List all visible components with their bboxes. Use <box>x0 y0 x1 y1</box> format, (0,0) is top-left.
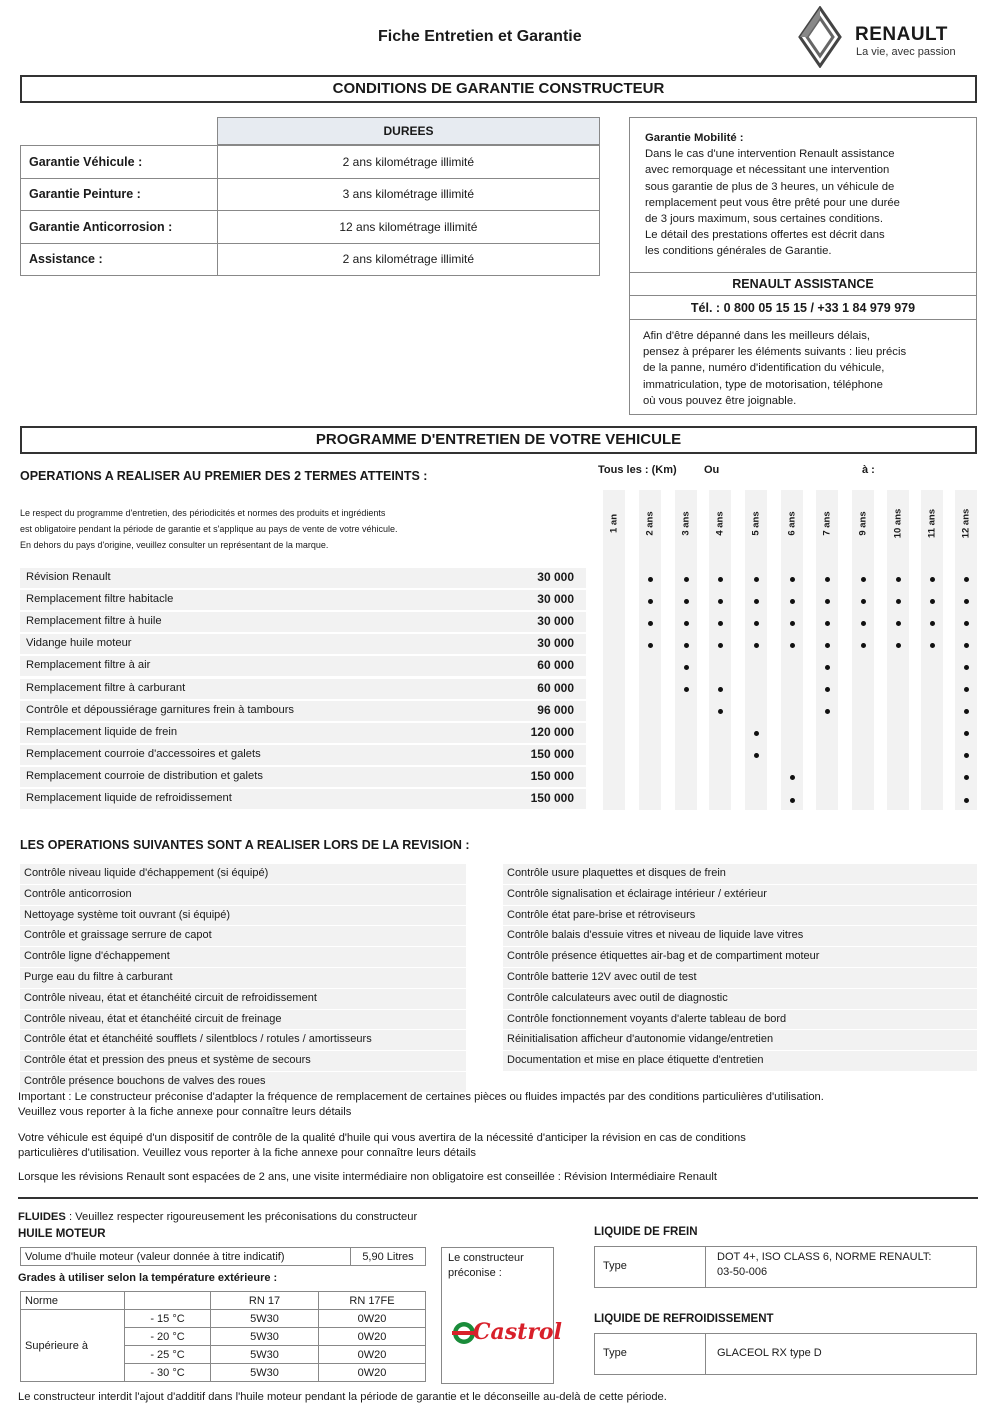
recommend-text: Le constructeur préconise : <box>448 1252 524 1279</box>
warranty-label: Garantie Véhicule : <box>21 146 218 179</box>
list-item: Documentation et mise en place étiquette d'entretien <box>503 1051 977 1072</box>
durations-header: DUREES <box>217 117 600 145</box>
revision-list-right <box>503 864 977 1072</box>
schedule-dot <box>930 643 935 648</box>
schedule-dot <box>825 599 830 604</box>
schedule-dot <box>964 709 969 714</box>
operation-km: 30 000 <box>537 636 574 651</box>
operation-km: 150 000 <box>530 746 574 761</box>
operation-km: 30 000 <box>537 570 574 584</box>
brake-type-line: 03-50-006 <box>717 1266 768 1278</box>
schedule-dot <box>718 577 723 582</box>
operation-km: 60 000 <box>537 658 574 673</box>
warranty-value: 12 ans kilométrage illimité <box>217 211 599 244</box>
list-item: Réinitialisation afficheur d'autonomie vidange/entretien <box>503 1030 977 1051</box>
temp-header <box>125 1292 211 1310</box>
temp-cell: - 20 °C <box>125 1328 211 1346</box>
assistance-text <box>643 328 961 409</box>
list-item: Contrôle état et pression des pneus et système de secours <box>20 1051 466 1072</box>
mobility-line: les conditions générales de Garantie. <box>645 245 832 258</box>
assistance-line: de la panne, numéro d'identification du véhicule, <box>643 362 885 375</box>
table-row <box>21 178 600 211</box>
warranty-label: Garantie Anticorrosion : <box>21 211 218 244</box>
schedule-dot <box>684 665 689 670</box>
operation-name: Révision Renault <box>26 571 111 583</box>
schedule-dot <box>964 621 969 626</box>
schedule-dot <box>790 577 795 582</box>
schedule-dot <box>648 577 653 582</box>
grade-cell: 5W30 <box>211 1364 319 1382</box>
schedule-dot <box>754 643 759 648</box>
schedule-dot <box>648 621 653 626</box>
schedule-dot <box>825 577 830 582</box>
grade-cell: 5W30 <box>211 1346 319 1364</box>
rn17fe-header: RN 17FE <box>319 1292 426 1310</box>
note-line: particulières d'utilisation. Veuillez vous reporter à la fiche annexe pour connaître leurs détails <box>18 1147 476 1159</box>
schedule-dot <box>754 599 759 604</box>
schedule-dot <box>861 577 866 582</box>
list-item: Contrôle état pare-brise et rétroviseurs <box>503 906 977 927</box>
year-label: 10 ans <box>892 508 904 539</box>
intro-line: Le respect du programme d'entretien, des périodicités et normes des produits et ingrédients <box>20 508 386 518</box>
assistance-line: pensez à préparer les éléments suivants : lieu précis <box>643 346 907 359</box>
rn17-header: RN 17 <box>211 1292 319 1310</box>
schedule-dot <box>754 753 759 758</box>
warranty-value: 3 ans kilométrage illimité <box>217 178 599 211</box>
year-label: 9 ans <box>857 511 869 536</box>
superieure-label: Supérieure à <box>21 1310 125 1382</box>
schedule-dot <box>754 577 759 582</box>
oil-title: HUILE MOTEUR <box>18 1228 106 1240</box>
year-label: 5 ans <box>750 511 762 536</box>
list-item: Contrôle balais d'essuie vitres et niveau de liquide lave vitres <box>503 926 977 947</box>
schedule-dot <box>684 599 689 604</box>
maintenance-banner: PROGRAMME D'ENTRETIEN DE VOTRE VEHICULE <box>20 426 977 454</box>
operation-name: Contrôle et dépoussiérage garnitures frein à tambours <box>26 703 295 716</box>
castrol-logo-icon <box>451 1318 562 1348</box>
year-label: 1 an <box>608 514 620 534</box>
mobility-title: Garantie Mobilité : <box>645 132 744 144</box>
schedule-dot <box>684 577 689 582</box>
note-line: Votre véhicule est équipé d'un dispositif de contrôle de la qualité d'huile qui vous avertira de la nécessité d'anticiper la révision en cas de conditions <box>18 1132 746 1144</box>
schedule-dot <box>718 709 723 714</box>
grade-cell: 0W20 <box>319 1364 426 1382</box>
table-row <box>21 146 600 179</box>
grade-cell: 0W20 <box>319 1310 426 1328</box>
schedule-dot <box>896 599 901 604</box>
list-item: Contrôle fonctionnement voyants d'alerte tableau de bord <box>503 1010 977 1031</box>
assistance-title: RENAULT ASSISTANCE <box>629 272 977 296</box>
table-row <box>21 211 600 244</box>
schedule-dot <box>718 643 723 648</box>
fluids-title: FLUIDES <box>18 1211 66 1223</box>
table-row <box>21 243 600 276</box>
operations-title: OPERATIONS A REALISER AU PREMIER DES 2 TERMES ATTEINTS : <box>20 469 428 483</box>
note-line: Important : Le constructeur préconise d'adapter la fréquence de remplacement de certaines pièces ou fluides impactés par des conditions particulières d'utilisation. <box>18 1091 824 1103</box>
volume-label: Volume d'huile moteur (valeur donnée à titre indicatif) <box>21 1248 351 1266</box>
operation-name: Remplacement liquide de frein <box>26 725 178 738</box>
oil-grade-table <box>20 1291 426 1382</box>
operation-km: 60 000 <box>537 680 574 695</box>
operation-name: Vidange huile moteur <box>26 637 132 650</box>
schedule-dot <box>825 687 830 692</box>
revision-title: LES OPERATIONS SUIVANTES SONT A REALISER LORS DE LA REVISION : <box>20 838 470 852</box>
grades-title: Grades à utiliser selon la température extérieure : <box>18 1272 278 1284</box>
list-item: Contrôle signalisation et éclairage intérieur / extérieur <box>503 885 977 906</box>
temp-cell: - 25 °C <box>125 1346 211 1364</box>
coolant-type-value: GLACEOL RX type D <box>717 1347 822 1359</box>
operation-km: 30 000 <box>537 592 574 607</box>
operation-km: 150 000 <box>530 791 574 805</box>
operation-name: Remplacement liquide de refroidissement <box>26 792 232 804</box>
brake-type-label: Type <box>603 1260 627 1272</box>
grade-cell: 5W30 <box>211 1328 319 1346</box>
schedule-dot <box>825 709 830 714</box>
schedule-dot <box>930 577 935 582</box>
schedule-dot <box>825 643 830 648</box>
operation-name: Remplacement filtre à huile <box>26 615 162 628</box>
mobility-line: Dans le cas d'une intervention Renault assistance <box>645 148 895 161</box>
document-title: Fiche Entretien et Garantie <box>378 28 582 45</box>
list-item: Contrôle présence étiquettes air-bag et de compartiment moteur <box>503 947 977 968</box>
schedule-dot <box>964 643 969 648</box>
list-item: Contrôle ligne d'échappement <box>20 947 466 968</box>
schedule-dot <box>964 753 969 758</box>
tous-les-label: Tous les : (Km) <box>598 464 677 476</box>
year-label: 3 ans <box>680 511 692 536</box>
temp-cell: - 15 °C <box>125 1310 211 1328</box>
schedule-dot <box>718 687 723 692</box>
table-row <box>21 1310 426 1328</box>
schedule-dot <box>930 599 935 604</box>
mobility-line: de 3 jours maximum, sous certaines conditions. <box>645 213 883 226</box>
list-item: Contrôle niveau liquide d'échappement (si équipé) <box>20 864 466 885</box>
schedule-dot <box>648 599 653 604</box>
temp-cell: - 30 °C <box>125 1364 211 1382</box>
brand-name: RENAULT <box>855 24 948 45</box>
operation-name: Remplacement filtre habitacle <box>26 593 174 606</box>
schedule-dot <box>861 599 866 604</box>
fluids-heading <box>18 1210 417 1225</box>
year-label: 12 ans <box>960 508 972 539</box>
brake-type-line: DOT 4+, ISO CLASS 6, NORME RENAULT: <box>717 1251 932 1263</box>
schedule-dot <box>790 621 795 626</box>
operation-name: Remplacement courroie d'accessoires et galets <box>26 747 261 760</box>
brand-tagline: La vie, avec passion <box>856 46 956 58</box>
list-item: Contrôle anticorrosion <box>20 885 466 906</box>
schedule-dot <box>964 577 969 582</box>
fluids-subtitle: : Veuillez respecter rigoureusement les préconisations du constructeur <box>65 1211 418 1223</box>
year-label: 6 ans <box>786 511 798 536</box>
castrol-wordmark: Castrol <box>473 1319 562 1345</box>
schedule-dot <box>964 731 969 736</box>
operation-name: Remplacement filtre à air <box>26 659 151 672</box>
list-item: Contrôle niveau, état et étanchéité circuit de refroidissement <box>20 989 466 1010</box>
operation-name: Remplacement courroie de distribution et galets <box>26 769 263 782</box>
grade-cell: 0W20 <box>319 1346 426 1364</box>
schedule-dot <box>896 643 901 648</box>
norme-header: Norme <box>21 1292 125 1310</box>
mobility-line: sous garantie de plus de 3 heures, un véhicule de <box>645 180 895 193</box>
maintenance-intro <box>20 505 580 553</box>
warranty-label: Garantie Peinture : <box>21 178 218 211</box>
assistance-line: Afin d'être dépanné dans les meilleurs délais, <box>643 330 870 342</box>
ou-label: Ou <box>704 464 720 476</box>
warranty-value: 2 ans kilométrage illimité <box>217 146 599 179</box>
volume-value: 5,90 Litres <box>351 1248 426 1266</box>
operation-km: 120 000 <box>530 724 574 739</box>
list-item: Contrôle présence bouchons de valves des roues <box>20 1072 466 1093</box>
table-row <box>21 1292 426 1310</box>
operation-km: 150 000 <box>530 768 574 783</box>
mobility-line: avec remorquage et nécessitant une intervention <box>645 164 890 177</box>
schedule-dot <box>896 577 901 582</box>
operation-name: Remplacement filtre à carburant <box>26 681 186 694</box>
brake-title: LIQUIDE DE FREIN <box>594 1226 698 1238</box>
warranty-label: Assistance : <box>21 243 218 276</box>
schedule-dot <box>964 687 969 692</box>
assistance-phone: Tél. : 0 800 05 15 15 / +33 1 84 979 979 <box>629 296 977 320</box>
table-row <box>21 1248 426 1266</box>
schedule-dot <box>825 621 830 626</box>
note-line: Veuillez vous reporter à la fiche annexe pour connaître leurs détails <box>18 1106 352 1118</box>
grade-cell: 5W30 <box>211 1310 319 1328</box>
year-label: 7 ans <box>821 511 833 536</box>
schedule-dot <box>964 798 969 803</box>
a-label: à : <box>862 464 875 476</box>
revision-list-left <box>20 864 466 1093</box>
oil-quality-note <box>18 1131 978 1161</box>
assistance-line: où vous pouvez être joignable. <box>643 394 797 407</box>
schedule-dot <box>754 621 759 626</box>
schedule-dot <box>684 621 689 626</box>
operation-km: 96 000 <box>537 702 574 717</box>
schedule-dot <box>790 599 795 604</box>
mobility-line: remplacement peut vous être prêté pour une durée <box>645 196 900 209</box>
operation-km: 30 000 <box>537 614 574 629</box>
mobility-text <box>645 130 963 260</box>
mobility-line: Le détail des prestations offertes est décrit dans <box>645 229 885 242</box>
list-item: Purge eau du filtre à carburant <box>20 968 466 989</box>
schedule-dot <box>718 599 723 604</box>
divider <box>18 1197 978 1199</box>
intermediate-note: Lorsque les révisions Renault sont espacées de 2 ans, une visite intermédiaire non obligatoire est conseillée : Révision Intermédiaire Renault <box>18 1171 717 1183</box>
schedule-dot <box>896 621 901 626</box>
year-label: 11 ans <box>926 508 938 539</box>
list-item: Contrôle usure plaquettes et disques de frein <box>503 864 977 885</box>
intro-line: En dehors du pays d'origine, veuillez consulter un représentant de la marque. <box>20 540 329 550</box>
schedule-dot <box>684 643 689 648</box>
grade-cell: 0W20 <box>319 1328 426 1346</box>
list-item: Contrôle niveau, état et étanchéité circuit de freinage <box>20 1010 466 1031</box>
schedule-dot <box>684 687 689 692</box>
schedule-dot <box>754 731 759 736</box>
warranty-table <box>20 145 600 276</box>
schedule-dot <box>861 643 866 648</box>
list-item: Contrôle calculateurs avec outil de diagnostic <box>503 989 977 1010</box>
list-item: Nettoyage système toit ouvrant (si équipé) <box>20 906 466 927</box>
renault-logo-icon <box>796 6 844 68</box>
list-item: Contrôle batterie 12V avec outil de test <box>503 968 977 989</box>
important-note <box>18 1090 978 1120</box>
brake-type-value <box>717 1250 931 1280</box>
warranty-value: 2 ans kilométrage illimité <box>217 243 599 276</box>
schedule-dot <box>718 621 723 626</box>
schedule-dot <box>964 665 969 670</box>
list-item: Contrôle et graissage serrure de capot <box>20 926 466 947</box>
schedule-dot <box>790 798 795 803</box>
year-label: 2 ans <box>644 511 656 536</box>
year-label: 4 ans <box>714 511 726 536</box>
intro-line: est obligatoire pendant la période de garantie et s'applique au pays de vente de votre véhicule. <box>20 524 398 534</box>
oil-volume-table <box>20 1247 426 1266</box>
assistance-line: immatriculation, type de motorisation, téléphone <box>643 378 883 391</box>
coolant-type-label: Type <box>603 1347 627 1359</box>
additive-footer: Le constructeur interdit l'ajout d'additif dans l'huile moteur pendant la période de garantie et le déconseille au-delà de cette période. <box>18 1391 667 1403</box>
warranty-banner: CONDITIONS DE GARANTIE CONSTRUCTEUR <box>20 75 977 103</box>
schedule-dot <box>790 643 795 648</box>
schedule-dot <box>825 665 830 670</box>
schedule-dot <box>930 621 935 626</box>
schedule-dot <box>861 621 866 626</box>
schedule-dot <box>964 599 969 604</box>
coolant-title: LIQUIDE DE REFROIDISSEMENT <box>594 1313 774 1325</box>
list-item: Contrôle état et étanchéité soufflets / silentblocs / rotules / amortisseurs <box>20 1030 466 1051</box>
schedule-dot <box>648 643 653 648</box>
